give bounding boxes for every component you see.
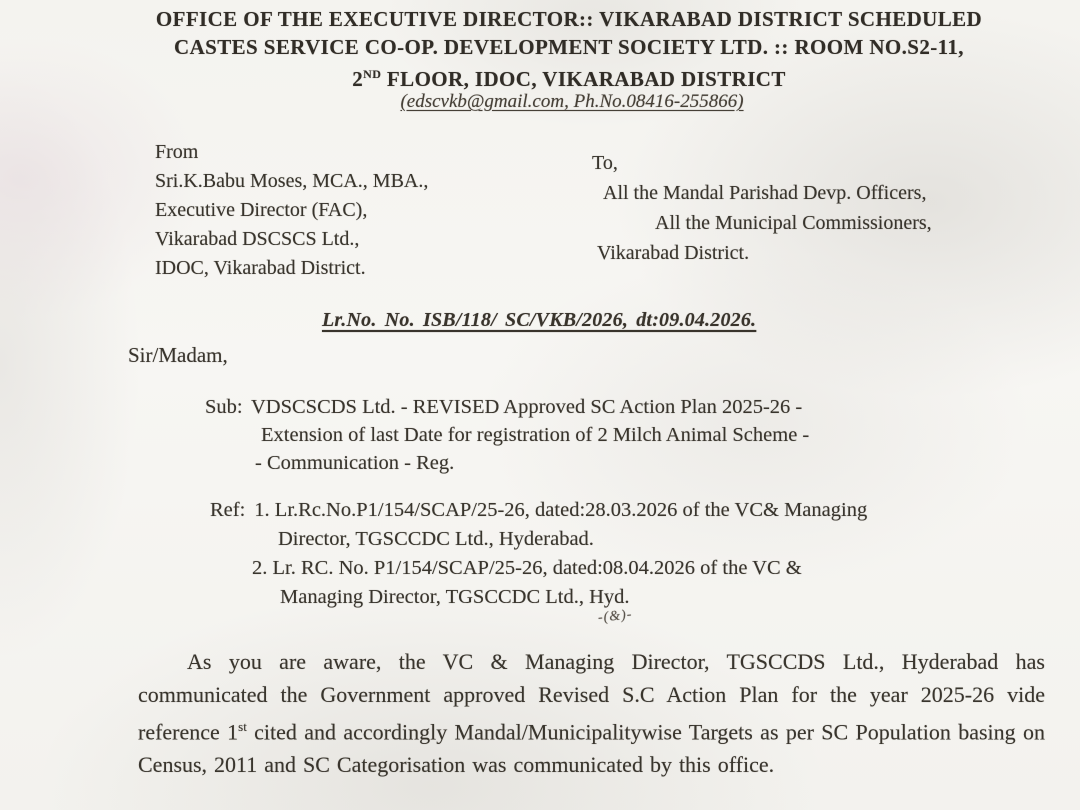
from-line: Sri.K.Babu Moses, MCA., MBA., — [155, 170, 429, 192]
to-label: To, — [592, 152, 618, 174]
floor-ordinal-superscript: ND — [363, 67, 382, 81]
body-text-part1: As you are aware, the VC & Managing Director, TGSCCDS Ltd., Hyderabad has communicated the Government approved Revised S.C Action Plan for the year 2025-26 vide reference 1 — [138, 649, 1045, 745]
ordinal-superscript: st — [238, 719, 247, 734]
to-line: Vikarabad District. — [597, 242, 750, 264]
to-line: All the Mandal Parishad Devp. Officers, — [603, 182, 927, 204]
to-block — [592, 148, 932, 268]
reference-text: 1. Lr.Rc.No.P1/154/SCAP/25-26, dated:28.03.2026 of the VC& Managing — [254, 499, 868, 521]
reference-line: Director, TGSCCDC Ltd., Hyderabad. — [278, 528, 594, 550]
org-title-line1: OFFICE OF THE EXECUTIVE DIRECTOR:: VIKARABAD DISTRICT SCHEDULED — [155, 7, 983, 31]
letter-number-line: Lr.No. No. ISB/118/ SC/VKB/2026, dt:09.04.2026. — [322, 309, 757, 331]
org-title-line2: CASTES SERVICE CO-OP. DEVELOPMENT SOCIETY LTD. :: ROOM NO.S2-11, — [174, 34, 964, 59]
reference-line — [210, 496, 867, 525]
from-label: From — [155, 141, 199, 163]
body-paragraph — [138, 646, 1045, 781]
floor-number: 2 — [352, 67, 364, 91]
org-title-line3-rest: FLOOR, IDOC, VIKARABAD DISTRICT — [381, 67, 786, 91]
letterhead — [58, 6, 1080, 94]
from-line: Vikarabad DSCSCS Ltd., — [155, 228, 360, 250]
reference-block — [210, 496, 867, 612]
subject-lines — [251, 393, 809, 477]
reference-line: Managing Director, TGSCCDC Ltd., Hyd. — [280, 586, 630, 608]
reference-line: 2. Lr. RC. No. P1/154/SCAP/25-26, dated:08.04.2026 of the VC & — [252, 557, 802, 579]
reference-label: Ref: — [210, 499, 246, 521]
subject-line: - Communication - Reg. — [255, 452, 455, 474]
body-text-part2: cited and accordingly Mandal/Municipalitywise Targets as per SC Population basing on Census, 2011 and SC Categorisation was communicated by this office. — [138, 719, 1045, 777]
salutation: Sir/Madam, — [128, 343, 228, 367]
subject-line: Extension of last Date for registration of 2 Milch Animal Scheme - — [261, 424, 810, 446]
subject-line: VDSCSCDS Ltd. - REVISED Approved SC Action Plan 2025-26 - — [251, 396, 803, 418]
divider-flourish: -(&)- — [597, 607, 634, 626]
subject-label: Sub: — [205, 396, 243, 418]
org-title-line3 — [58, 61, 1080, 94]
contact-line: (edscvkb@gmail.com, Ph.No.08416-255866) — [400, 91, 744, 112]
from-line: Executive Director (FAC), — [155, 199, 368, 221]
to-line: All the Municipal Commissioners, — [655, 212, 932, 234]
subject-block — [205, 393, 809, 477]
from-line: IDOC, Vikarabad District. — [155, 257, 366, 279]
from-block — [155, 138, 428, 283]
